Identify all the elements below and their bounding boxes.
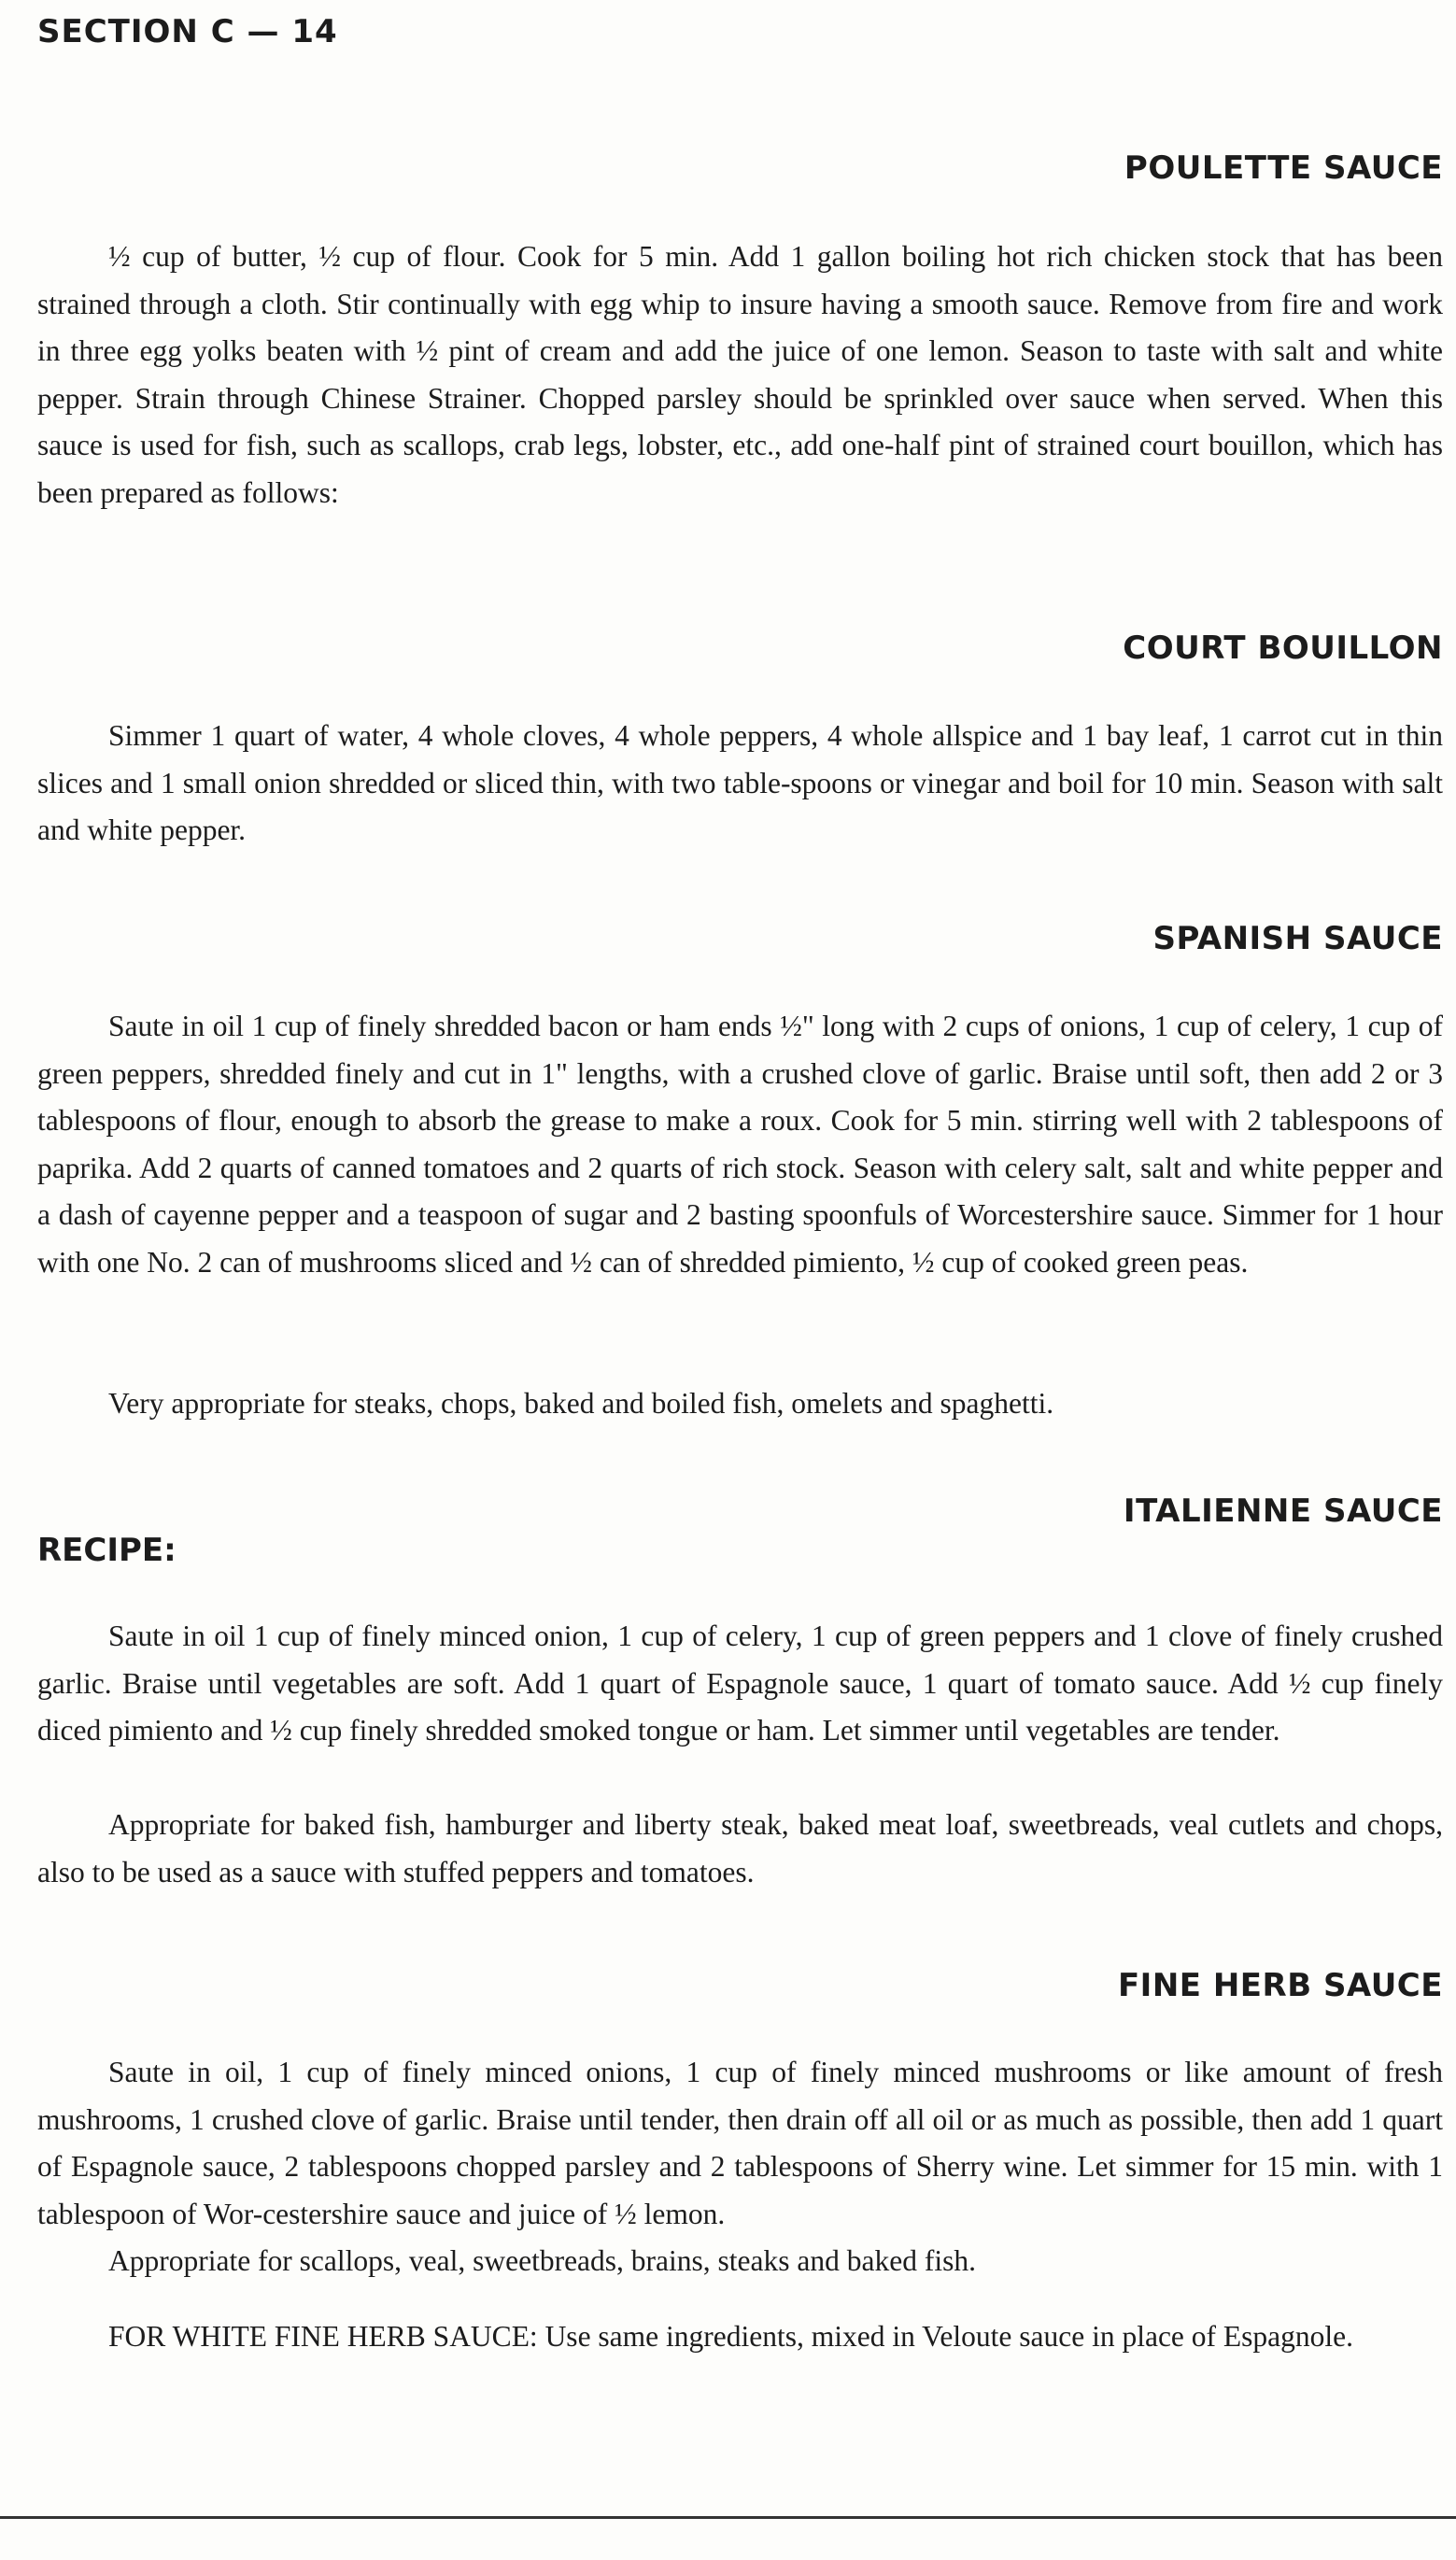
- paragraph-spanish-1: Saute in oil 1 cup of finely shredded bacon or ham ends ½" long with 2 cups of onions, 1 cup of celery, 1 cup of green peppers, shredded finely and cut in 1" lengths, with a crushed clove of garlic. Braise until soft, then add 2 or 3 tablespoons of flour, enough to absorb the grease to make a roux. Cook for 5 min. stirring well with 2 tablespoons of paprika. Add 2 quarts of canned tomatoes and 2 quarts of rich stock. Season with celery salt, salt and white pepper and a dash of cayenne pepper and a teaspoon of sugar and 2 basting spoonfuls of Worcestershire sauce. Simmer for 1 hour with one No. 2 can of mushrooms sliced and ½ can of shredded pimiento, ½ cup of cooked green peas.: [37, 1010, 1443, 1279]
- recipe-label: RECIPE:: [37, 1532, 177, 1569]
- heading-fine-herb-sauce: FINE HERB SAUCE: [1117, 1967, 1443, 2004]
- heading-poulette-sauce: POULETTE SAUCE: [1124, 149, 1443, 187]
- paragraph-italienne-1: Saute in oil 1 cup of finely minced onion, 1 cup of celery, 1 cup of green peppers and 1 clove of finely crushed garlic. Braise until vegetables are soft. Add 1 quart of Espagnole sauce, 1 quart of tomato sauce. Add ½ cup finely diced pimiento and ½ cup finely shredded smoked tongue or ham. Let simmer until vegetables are tender.: [37, 1619, 1443, 1747]
- paragraph-spanish-2: Very appropriate for steaks, chops, baked and boiled fish, omelets and spaghetti.: [108, 1387, 1054, 1420]
- paragraph-fine-herb-3: FOR WHITE FINE HERB SAUCE: Use same ingredients, mixed in Veloute sauce in place of Espagnole.: [108, 2320, 1353, 2353]
- heading-court-bouillon: COURT BOUILLON: [1123, 629, 1443, 667]
- paragraph-fine-herb-1: Saute in oil, 1 cup of finely minced onions, 1 cup of finely minced mushrooms or like amount of fresh mushrooms, 1 crushed clove of garlic. Braise until tender, then drain off all oil or as much as possible, then add 1 quart of Espagnole sauce, 2 tablespoons chopped parsley and 2 tablespoons of Sherry wine. Let simmer for 15 min. with 1 tablespoon of Wor-cestershire sauce and juice of ½ lemon.: [37, 2056, 1443, 2230]
- paragraph-poulette-1: ½ cup of butter, ½ cup of flour. Cook for 5 min. Add 1 gallon boiling hot rich chicken stock that has been strained through a cloth. Stir continually with egg whip to insure having a smooth sauce. Remove from fire and work in three egg yolks beaten with ½ pint of cream and add the juice of one lemon. Season to taste with salt and white pepper. Strain through Chinese Strainer. Chopped parsley should be sprinkled over sauce when served. When this sauce is used for fish, such as scallops, crab legs, lobster, etc., add one-half pint of strained court bouillon, which has been prepared as follows:: [37, 240, 1443, 509]
- paragraph-fine-herb-2: Appropriate for scallops, veal, sweetbreads, brains, steaks and baked fish.: [108, 2244, 976, 2277]
- bottom-rule: [0, 2516, 1456, 2519]
- heading-italienne-sauce: ITALIENNE SAUCE: [1123, 1492, 1443, 1530]
- section-header: SECTION C — 14: [37, 13, 338, 50]
- paragraph-italienne-2: Appropriate for baked fish, hamburger and liberty steak, baked meat loaf, sweetbreads, veal cutlets and chops, also to be used as a sauce with stuffed peppers and tomatoes.: [37, 1808, 1443, 1888]
- paragraph-court-bouillon-1: Simmer 1 quart of water, 4 whole cloves, 4 whole peppers, 4 whole allspice and 1 bay leaf, 1 carrot cut in thin slices and 1 small onion shredded or sliced thin, with two table-spoons or vinegar and boil for 10 min. Season with salt and white pepper.: [37, 719, 1443, 846]
- heading-spanish-sauce: SPANISH SAUCE: [1152, 920, 1443, 957]
